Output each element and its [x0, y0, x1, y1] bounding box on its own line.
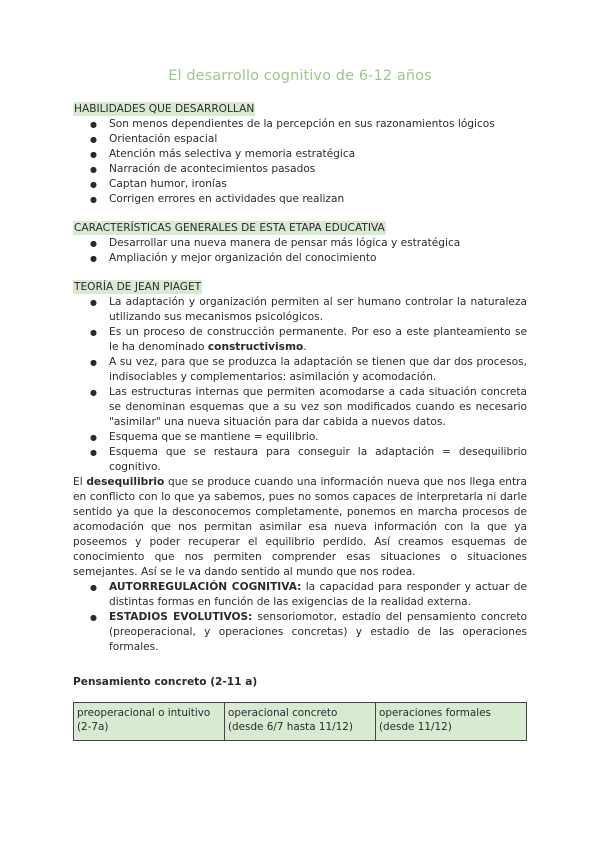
bold-term: constructivismo: [207, 341, 304, 353]
caracteristicas-list: [73, 236, 527, 266]
list-item: ● La adaptación y organización permiten al ser humano controlar la naturaleza utilizando sus mecanismos psicológicos.: [109, 295, 527, 325]
section-caracteristicas: [73, 221, 527, 266]
list-item: ● AUTORREGULACIÓN COGNITIVA: la capacidad para responder y actuar de distintas formas en función de las exigencias de la realidad externa.: [109, 580, 527, 610]
section-habilidades: [73, 102, 527, 207]
list-item: ● Esquema que se restaura para conseguir la adaptación = desequilibrio cognitivo.: [109, 445, 527, 475]
list-item: ● Desarrollar una nueva manera de pensar más lógica y estratégica: [109, 236, 527, 251]
list-item: ● Orientación espacial: [109, 132, 527, 147]
list-item: ● Narración de acontecimientos pasados: [109, 162, 527, 177]
list-item: ● Esquema que se mantiene = equilibrio.: [109, 430, 527, 445]
section-piaget: [73, 280, 527, 655]
piaget-extra-list: [73, 580, 527, 655]
list-item: ● Captan humor, ironías: [109, 177, 527, 192]
section-heading-piaget: TEORÍA DE JEAN PIAGET: [74, 281, 202, 293]
list-item: ● Corrigen errores en actividades que realizan: [109, 192, 527, 207]
list-item: ● A su vez, para que se produzca la adaptación se tienen que dar dos procesos, indisociables y complementarios: asimilación y acomodación.: [109, 355, 527, 385]
stages-table: [73, 702, 527, 741]
bold-term: ESTADIOS EVOLUTIVOS:: [109, 611, 253, 623]
list-item: ● Es un proceso de construcción permanente. Por eso a este planteamiento se le ha denominado constructivismo.: [109, 325, 527, 355]
document-title: El desarrollo cognitivo de 6-12 años: [168, 68, 432, 84]
section-heading-habilidades: HABILIDADES QUE DESARROLLAN: [74, 103, 255, 115]
list-item: ● Son menos dependientes de la percepción en sus razonamientos lógicos: [109, 117, 527, 132]
bold-term: desequilibrio: [86, 476, 165, 488]
section-heading-caracteristicas: CARACTERÍSTICAS GENERALES DE ESTA ETAPA EDUCATIVA: [74, 222, 385, 234]
table-cell: preoperacional o intuitivo (2-7a): [74, 703, 225, 741]
list-item: ● Atención más selectiva y memoria estratégica: [109, 147, 527, 162]
table-cell: operaciones formales (desde 11/12): [376, 703, 527, 741]
list-item: ● ESTADIOS EVOLUTIVOS: sensoriomotor, estadio del pensamiento concreto (preoperacional, y operaciones concretas) y estadio de las operaciones formales.: [109, 610, 527, 655]
list-item: ● Ampliación y mejor organización del conocimiento: [109, 251, 527, 266]
document-body: [73, 102, 527, 741]
habilidades-list: [73, 117, 527, 207]
list-item: ● Las estructuras internas que permiten acomodarse a cada situación concreta se denominan esquemas que a su vez son modificados cuando es necesario "asimilar" una nueva situación para dar cabida a nuevos datos.: [109, 385, 527, 430]
table-cell: operacional concreto (desde 6/7 hasta 11/12): [225, 703, 376, 741]
table-title: Pensamiento concreto (2-11 a): [73, 676, 258, 688]
bold-term: AUTORREGULACIÓN COGNITIVA:: [109, 581, 302, 593]
piaget-list: [73, 295, 527, 475]
table-row: [74, 703, 527, 741]
desequilibrio-paragraph: El desequilibrio que se produce cuando una información nueva que nos llega entra en conflicto con lo que ya sabemos, pues no somos capaces de interpretarla ni darle sentido ya que la desconocemos completamente, ponemos en marcha procesos de acomodación que nos permitan asimilar esa nueva información con la que ya poseemos y poder recuperar el equilibrio perdido. Así creamos esquemas de conocimiento que nos permiten comprender esas situaciones o situaciones semejantes. Así se le va dando sentido al mundo que nos rodea.: [73, 476, 527, 578]
